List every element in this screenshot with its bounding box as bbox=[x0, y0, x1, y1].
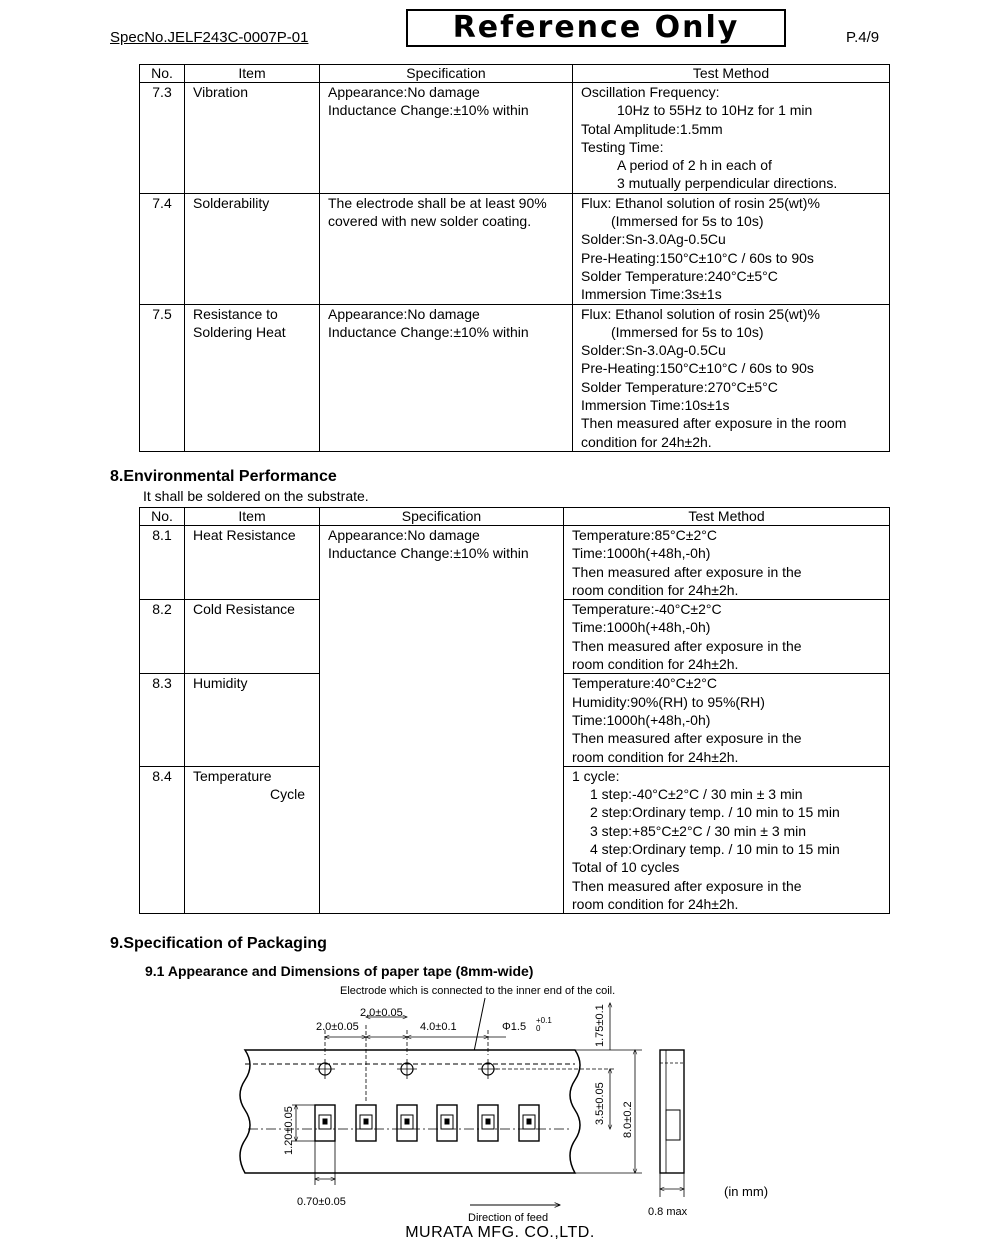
row-test-method: Flux: Ethanol solution of rosin 25(wt)% (Immersed for 5s to 10s) Solder:Sn-3.0Ag-0.5Cu Pre-Heating:150°C±10°C / 60s to 90s Solder Temperature:270°C±5°C Immersion Time:10s±1s Then measured after exposure in the room condition for 24h±2h. bbox=[573, 304, 890, 451]
section-9-1-title: 9.1 Appearance and Dimensions of paper tape (8mm-wide) bbox=[145, 963, 534, 979]
table-header-row bbox=[140, 508, 890, 526]
dim-hole-tol-plus: +0.1 bbox=[536, 1016, 552, 1025]
page-number: P.4/9 bbox=[846, 29, 880, 46]
row-specification: Appearance:No damage Inductance Change:±10% within bbox=[320, 304, 573, 451]
reference-only-stamp: Reference Only bbox=[406, 9, 786, 47]
spec-number: SpecNo.JELF243C-0007P-01 bbox=[110, 29, 309, 46]
electrode-note: Electrode which is connected to the inner end of the coil. bbox=[340, 985, 616, 997]
row-item: Cold Resistance bbox=[185, 600, 320, 674]
row-no: 7.3 bbox=[140, 83, 185, 194]
header-item: Item bbox=[185, 508, 320, 526]
row-test-method: 1 cycle: 1 step:-40°C±2°C / 30 min ± 3 min 2 step:Ordinary temp. / 10 min to 15 min 3 step:+85°C±2°C / 30 min ± 3 min 4 step:Ordinary temp. / 10 min to 15 min Total of 10 cycles Then measured after exposure in the room condition for 24h±2h. bbox=[564, 766, 890, 913]
header-specification: Specification bbox=[320, 508, 564, 526]
table-row bbox=[140, 83, 890, 194]
section-8-note: It shall be soldered on the substrate. bbox=[143, 488, 369, 504]
row-test-method: Flux: Ethanol solution of rosin 25(wt)% (Immersed for 5s to 10s) Solder:Sn-3.0Ag-0.5Cu Pre-Heating:150°C±10°C / 60s to 90s Solder Temperature:240°C±5°C Immersion Time:3s±1s bbox=[573, 193, 890, 304]
dim-pitch: 4.0±0.1 bbox=[420, 1021, 457, 1033]
dim-edge: 1.75±0.1 bbox=[594, 1004, 606, 1047]
dim-pitch-hole-left: 2.0±0.05 bbox=[316, 1021, 359, 1033]
shared-specification: Appearance:No damage Inductance Change:±10% within bbox=[320, 526, 564, 914]
table-header-row bbox=[140, 65, 890, 83]
header-test-method: Test Method bbox=[573, 65, 890, 83]
row-test-method: Temperature:-40°C±2°C Time:1000h(+48h,-0h) Then measured after exposure in the room condition for 24h±2h. bbox=[564, 600, 890, 674]
dim-thickness: 0.8 max bbox=[648, 1206, 688, 1218]
row-item: Resistance to Soldering Heat bbox=[185, 304, 320, 451]
header-item: Item bbox=[185, 65, 320, 83]
dim-width: 8.0±0.2 bbox=[622, 1101, 634, 1138]
section-9-title: 9.Specification of Packaging bbox=[110, 935, 327, 952]
row-item: Heat Resistance bbox=[185, 526, 320, 600]
tape-side-view bbox=[660, 1050, 684, 1197]
row-specification: Appearance:No damage Inductance Change:±10% within bbox=[320, 83, 573, 194]
footer-company: MURATA MFG. CO.,LTD. bbox=[405, 1224, 595, 1241]
header-no: No. bbox=[140, 508, 185, 526]
row-no: 8.3 bbox=[140, 674, 185, 766]
unit-note: (in mm) bbox=[724, 1184, 769, 1199]
header-specification: Specification bbox=[320, 65, 573, 83]
row-item: Solderability bbox=[185, 193, 320, 304]
dim-center: 3.5±0.05 bbox=[594, 1082, 606, 1125]
row-no: 8.1 bbox=[140, 526, 185, 600]
row-item: Vibration bbox=[185, 83, 320, 194]
dim-cavity-width: 0.70±0.05 bbox=[297, 1196, 346, 1208]
row-no: 8.2 bbox=[140, 600, 185, 674]
section-8-title: 8.Environmental Performance bbox=[110, 468, 337, 485]
feed-direction-label: Direction of feed bbox=[468, 1212, 549, 1224]
header-no: No. bbox=[140, 65, 185, 83]
row-specification: The electrode shall be at least 90% covered with new solder coating. bbox=[320, 193, 573, 304]
environmental-table bbox=[139, 507, 890, 914]
paper-tape-drawing bbox=[230, 985, 730, 1225]
reliability-table-7 bbox=[139, 64, 890, 452]
row-test-method: Temperature:85°C±2°C Time:1000h(+48h,-0h) Then measured after exposure in the room condition for 24h±2h. bbox=[564, 526, 890, 600]
row-item: Humidity bbox=[185, 674, 320, 766]
dim-pitch-hole-top: 2.0±0.05 bbox=[360, 1007, 403, 1019]
dim-hole-diameter: Φ1.5 bbox=[502, 1021, 527, 1033]
header-test-method: Test Method bbox=[564, 508, 890, 526]
row-no: 7.4 bbox=[140, 193, 185, 304]
row-item: Temperature Cycle bbox=[185, 766, 320, 913]
table-row bbox=[140, 526, 890, 600]
row-test-method: Temperature:40°C±2°C Humidity:90%(RH) to 95%(RH) Time:1000h(+48h,-0h) Then measured after exposure in the room condition for 24h±2h. bbox=[564, 674, 890, 766]
row-no: 8.4 bbox=[140, 766, 185, 913]
dim-cavity-length: 1.20±0.05 bbox=[283, 1106, 295, 1155]
row-test-method: Oscillation Frequency: 10Hz to 55Hz to 10Hz for 1 min Total Amplitude:1.5mm Testing Time: A period of 2 h in each of 3 mutually perpendicular directions. bbox=[573, 83, 890, 194]
row-no: 7.5 bbox=[140, 304, 185, 451]
table-row bbox=[140, 304, 890, 451]
dim-hole-tol-minus: 0 bbox=[536, 1024, 541, 1033]
table-row bbox=[140, 193, 890, 304]
